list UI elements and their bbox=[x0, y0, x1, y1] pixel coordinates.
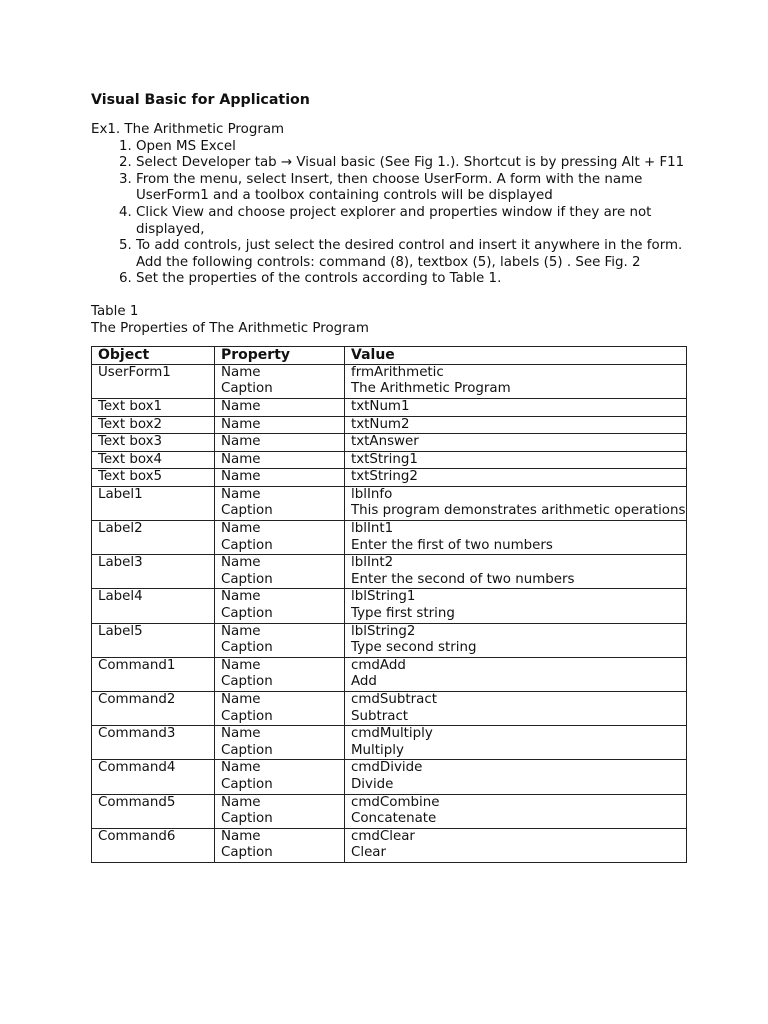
table-row bbox=[92, 486, 687, 520]
property-value: Type second string bbox=[351, 640, 477, 656]
property-value: cmdClear bbox=[351, 828, 415, 844]
property-value: Clear bbox=[351, 845, 387, 861]
cell-value bbox=[345, 486, 687, 520]
property-value: cmdAdd bbox=[351, 657, 406, 673]
cell-value bbox=[345, 364, 687, 398]
cell-property bbox=[215, 521, 345, 555]
property-name: Name bbox=[221, 364, 261, 380]
header-property: Property bbox=[215, 347, 345, 365]
property-value: The Arithmetic Program bbox=[351, 381, 511, 397]
cell-property bbox=[215, 451, 345, 469]
cell-value bbox=[345, 623, 687, 657]
cell-value bbox=[345, 398, 687, 416]
table-row bbox=[92, 589, 687, 623]
cell-object: Command6 bbox=[92, 828, 215, 862]
property-value: txtString1 bbox=[351, 451, 418, 467]
exercise-heading: Ex1. The Arithmetic Program bbox=[91, 122, 285, 137]
cell-object: Command1 bbox=[92, 657, 215, 691]
property-value: cmdCombine bbox=[351, 794, 440, 810]
property-name: Caption bbox=[221, 571, 273, 587]
cell-property bbox=[215, 555, 345, 589]
steps-list bbox=[91, 139, 691, 288]
step-item: 4. Click View and choose project explorer and properties window if they are not displayed, bbox=[136, 205, 691, 238]
cell-object: Command4 bbox=[92, 760, 215, 794]
property-name: Caption bbox=[221, 606, 273, 622]
property-value: This program demonstrates arithmetic operations bbox=[351, 503, 686, 519]
property-value: lblInt1 bbox=[351, 521, 394, 537]
header-object: Object bbox=[92, 347, 215, 365]
property-name: Name bbox=[221, 521, 261, 537]
cell-property bbox=[215, 398, 345, 416]
cell-object: Label4 bbox=[92, 589, 215, 623]
step-item: 5. To add controls, just select the desired control and insert it anywhere in the form. Add the following controls: command (8), textbox (5), labels (5) . See Fig. 2 bbox=[136, 238, 691, 271]
cell-value bbox=[345, 657, 687, 691]
property-name: Caption bbox=[221, 811, 273, 827]
cell-object: Text box5 bbox=[92, 469, 215, 487]
property-name: Caption bbox=[221, 503, 273, 519]
property-name: Name bbox=[221, 416, 261, 432]
property-name: Caption bbox=[221, 381, 273, 397]
cell-object: Label1 bbox=[92, 486, 215, 520]
property-value: lblInfo bbox=[351, 486, 393, 502]
property-name: Name bbox=[221, 623, 261, 639]
cell-property bbox=[215, 657, 345, 691]
cell-object: Text box2 bbox=[92, 416, 215, 434]
cell-value bbox=[345, 828, 687, 862]
cell-value bbox=[345, 726, 687, 760]
cell-object: Label3 bbox=[92, 555, 215, 589]
property-name: Name bbox=[221, 692, 261, 707]
cell-property bbox=[215, 416, 345, 434]
property-name: Name bbox=[221, 398, 261, 414]
property-name: Name bbox=[221, 828, 261, 844]
property-value: txtString2 bbox=[351, 469, 418, 485]
cell-property bbox=[215, 364, 345, 398]
property-value: cmdMultiply bbox=[351, 726, 433, 742]
cell-value bbox=[345, 794, 687, 828]
cell-value bbox=[345, 469, 687, 487]
table-row bbox=[92, 416, 687, 434]
cell-property bbox=[215, 589, 345, 623]
property-name: Name bbox=[221, 434, 261, 450]
cell-value bbox=[345, 434, 687, 452]
cell-value bbox=[345, 692, 687, 726]
step-item: 3. From the menu, select Insert, then choose UserForm. A form with the name UserForm1 and a toolbox containing controls will be displayed bbox=[136, 172, 691, 205]
step-item: 6. Set the properties of the controls according to Table 1. bbox=[136, 271, 691, 288]
table-row bbox=[92, 623, 687, 657]
cell-property bbox=[215, 623, 345, 657]
property-value: cmdDivide bbox=[351, 760, 423, 776]
property-value: Add bbox=[351, 674, 377, 690]
property-value: Enter the second of two numbers bbox=[351, 571, 575, 587]
property-name: Caption bbox=[221, 845, 273, 861]
property-name: Name bbox=[221, 451, 261, 467]
table-row bbox=[92, 794, 687, 828]
table-row bbox=[92, 469, 687, 487]
property-name: Name bbox=[221, 486, 261, 502]
property-name: Name bbox=[221, 726, 261, 742]
property-name: Name bbox=[221, 555, 261, 571]
table-row bbox=[92, 555, 687, 589]
property-value: Multiply bbox=[351, 742, 404, 758]
cell-property bbox=[215, 794, 345, 828]
cell-object: Text box3 bbox=[92, 434, 215, 452]
table-row bbox=[92, 657, 687, 691]
property-value: lblInt2 bbox=[351, 555, 394, 571]
table-row bbox=[92, 692, 687, 726]
cell-value bbox=[345, 589, 687, 623]
property-value: Subtract bbox=[351, 708, 409, 724]
cell-value bbox=[345, 760, 687, 794]
property-name: Caption bbox=[221, 708, 273, 724]
step-item: 2. Select Developer tab → Visual basic (See Fig 1.). Shortcut is by pressing Alt + F11 bbox=[136, 155, 691, 172]
property-value: Concatenate bbox=[351, 811, 437, 827]
cell-object: UserForm1 bbox=[92, 364, 215, 398]
property-name: Caption bbox=[221, 674, 273, 690]
table-row bbox=[92, 726, 687, 760]
table-row bbox=[92, 451, 687, 469]
cell-property bbox=[215, 726, 345, 760]
cell-object: Label2 bbox=[92, 521, 215, 555]
property-name: Caption bbox=[221, 640, 273, 656]
property-value: Divide bbox=[351, 776, 394, 792]
cell-object: Command3 bbox=[92, 726, 215, 760]
property-name: Name bbox=[221, 760, 261, 776]
cell-object: Label5 bbox=[92, 623, 215, 657]
cell-property bbox=[215, 692, 345, 726]
table-row bbox=[92, 434, 687, 452]
cell-value bbox=[345, 555, 687, 589]
property-value: txtAnswer bbox=[351, 434, 419, 450]
cell-object: Text box1 bbox=[92, 398, 215, 416]
table-subcaption: The Properties of The Arithmetic Program bbox=[91, 320, 369, 336]
properties-table bbox=[91, 346, 687, 863]
cell-object: Command2 bbox=[92, 692, 215, 726]
cell-property bbox=[215, 486, 345, 520]
property-name: Name bbox=[221, 657, 261, 673]
property-value: frmArithmetic bbox=[351, 364, 444, 380]
cell-property bbox=[215, 434, 345, 452]
property-name: Name bbox=[221, 469, 261, 485]
cell-value bbox=[345, 521, 687, 555]
table-body bbox=[92, 364, 687, 862]
property-value: cmdSubtract bbox=[351, 692, 437, 707]
property-value: lblString1 bbox=[351, 589, 416, 605]
cell-object: Command5 bbox=[92, 794, 215, 828]
header-value: Value bbox=[345, 347, 687, 365]
property-value: txtNum1 bbox=[351, 398, 410, 414]
cell-property bbox=[215, 828, 345, 862]
property-name: Name bbox=[221, 794, 261, 810]
cell-value bbox=[345, 451, 687, 469]
cell-property bbox=[215, 760, 345, 794]
table-caption: Table 1 bbox=[91, 303, 139, 319]
document-page bbox=[91, 90, 691, 863]
property-value: lblString2 bbox=[351, 623, 416, 639]
cell-object: Text box4 bbox=[92, 451, 215, 469]
cell-value bbox=[345, 416, 687, 434]
property-name: Caption bbox=[221, 537, 273, 553]
table-row bbox=[92, 828, 687, 862]
property-name: Caption bbox=[221, 742, 273, 758]
property-value: Type first string bbox=[351, 606, 455, 622]
property-value: Enter the first of two numbers bbox=[351, 537, 553, 553]
step-item: 1. Open MS Excel bbox=[136, 139, 691, 156]
table-row bbox=[92, 760, 687, 794]
cell-property bbox=[215, 469, 345, 487]
table-row bbox=[92, 364, 687, 398]
table-header-row bbox=[92, 347, 687, 365]
table-row bbox=[92, 521, 687, 555]
table-row bbox=[92, 398, 687, 416]
property-name: Name bbox=[221, 589, 261, 605]
property-value: txtNum2 bbox=[351, 416, 410, 432]
document-title: Visual Basic for Application bbox=[91, 92, 310, 108]
property-name: Caption bbox=[221, 776, 273, 792]
